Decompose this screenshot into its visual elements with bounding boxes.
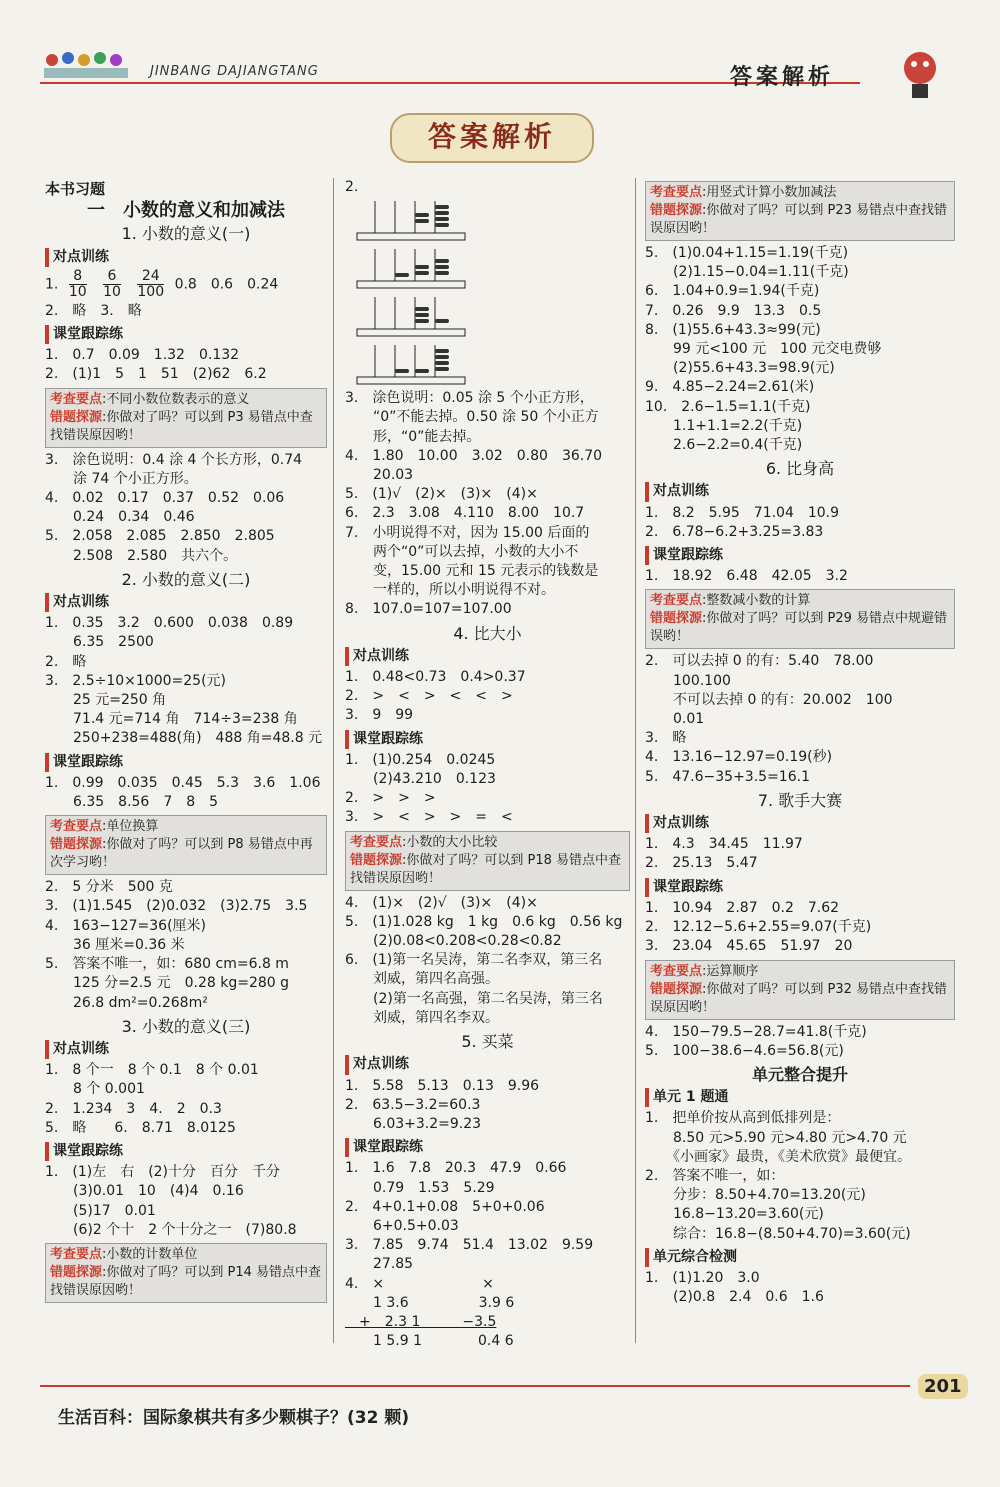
answer-line: 1.1+1.1=2.2(千克) bbox=[645, 417, 803, 434]
answer-line: 1. (1)1.20 3.0 bbox=[645, 1269, 760, 1286]
answer-line: 1. 4.3 34.45 11.97 bbox=[645, 836, 803, 853]
answer-line: 2. 6.78−6.2+3.25=3.83 bbox=[645, 523, 824, 540]
answer-line: 1. 5.58 5.13 0.13 9.96 bbox=[345, 1077, 540, 1094]
answer-line: 36 厘米=0.36 米 bbox=[45, 936, 185, 953]
answer-line: 250+238=488(角) 488 角=48.8 元 bbox=[45, 730, 323, 747]
cartoon-mascot-icon bbox=[890, 44, 950, 102]
answer-line: 1. 1.6 7.8 20.3 47.9 0.66 bbox=[345, 1160, 567, 1177]
answer-line: 25 元=250 角 bbox=[45, 692, 167, 709]
answer-line: 3. > < > > = < bbox=[345, 809, 513, 826]
answer-line: 1. 0.7 0.09 1.32 0.132 bbox=[45, 347, 240, 364]
tip-box: 考查要点:单位换算 错题探源:你做对了吗？可以到 P8 易错点中再次学习哟！ bbox=[45, 815, 327, 875]
answer-line: 两个“0”可以去掉，小数的大小不 bbox=[345, 543, 579, 560]
practice-tag: 对点训练 bbox=[645, 482, 955, 501]
answer-line: 刘威，第四名李双。 bbox=[345, 1009, 499, 1026]
answer-line: 1. (1)0.254 0.0245 bbox=[345, 751, 496, 768]
abacus-icon bbox=[355, 247, 467, 289]
answer-line: 分步：8.50+4.70=13.20(元) bbox=[645, 1187, 866, 1204]
answer-line: 2. bbox=[345, 179, 359, 195]
answer-line: 6. 1.04+0.9=1.94(千克) bbox=[645, 283, 820, 300]
practice-tag: 课堂跟踪练 bbox=[645, 878, 955, 897]
answer-line: 刘威，第四名高强。 bbox=[345, 971, 499, 988]
answer-line: 20.03 bbox=[345, 467, 414, 484]
answer-line: 综合：16.8−(8.50+4.70)=3.60(元) bbox=[645, 1225, 911, 1242]
answer-line: 1. 8 个一 8 个 0.1 8 个 0.01 bbox=[45, 1062, 259, 1079]
answer-line: 3. 7.85 9.74 51.4 13.02 9.59 bbox=[345, 1237, 594, 1254]
answer-line: 8. (1)55.6+43.3≈99(元) bbox=[645, 321, 821, 338]
tip-box: 考查要点:整数减小数的计算 错题探源:你做对了吗？可以到 P29 易错点中规避错误哟！ bbox=[645, 589, 955, 649]
answer-line: 5. 2.058 2.085 2.850 2.805 bbox=[45, 528, 275, 545]
answer-column-1 bbox=[45, 178, 327, 1306]
answer-line: 2. 1.234 3 4. 2 0.3 bbox=[45, 1100, 222, 1117]
header-decoration bbox=[40, 44, 136, 82]
practice-tag: 课堂跟踪练 bbox=[645, 546, 955, 565]
answer-line: (6)2 个十 2 个十分之一 (7)80.8 bbox=[45, 1221, 297, 1238]
answer-column-2 bbox=[345, 178, 630, 1351]
answer-line: 1. 10.94 2.87 0.2 7.62 bbox=[645, 899, 840, 916]
answer-line: (2)0.08<0.208<0.28<0.82 bbox=[345, 933, 562, 950]
answer-line: 涂 74 个小正方形。 bbox=[45, 470, 198, 487]
answer-line: 71.4 元=714 角 714÷3=238 角 bbox=[45, 711, 298, 728]
answer-line: 99 元<100 元 100 元交电费够 bbox=[645, 341, 882, 358]
answer-line: 3. 23.04 45.65 51.97 20 bbox=[645, 938, 853, 955]
answer-column-3 bbox=[645, 178, 955, 1307]
answer-line: 8 个 0.001 bbox=[45, 1081, 145, 1098]
page-title: 答案解析 bbox=[390, 113, 594, 163]
answer-line: 3. 2.5÷10×1000=25(元) bbox=[45, 672, 226, 689]
answer-line: (5)17 0.01 bbox=[45, 1202, 156, 1219]
answer-line: 2. 63.5−3.2=60.3 bbox=[345, 1096, 481, 1113]
abacus-icon bbox=[355, 199, 467, 241]
answer-line: 4. 0.02 0.17 0.37 0.52 0.06 bbox=[45, 490, 285, 507]
answer-line: 形，“0”能去掉。 bbox=[345, 428, 481, 445]
fraction-answer: 1. $\frac{8}{10}$ $\frac{6}{10}$ $\frac{24}{100} 0.8$ 0.6 0.24 bbox=[45, 267, 279, 300]
lesson-title: 2. 小数的意义(二) bbox=[121, 569, 251, 589]
vertical-calc-line: 1 5.9 1 0.4 6 bbox=[345, 1333, 514, 1350]
practice-tag: 对点训练 bbox=[45, 1040, 327, 1059]
lesson-title: 6. 比身高 bbox=[765, 459, 835, 479]
answer-line: 2. 4+0.1+0.08 5+0+0.06 bbox=[345, 1198, 545, 1215]
answer-line: 《小画家》最贵，《美术欣赏》最便宜。 bbox=[645, 1148, 911, 1165]
answer-line: 8. 107.0=107=107.00 bbox=[345, 601, 512, 618]
answer-line: 2. 答案不唯一，如： bbox=[645, 1167, 785, 1184]
answer-line: 125 分=2.5 元 0.28 kg=280 g bbox=[45, 975, 290, 992]
answer-line: 1. 0.99 0.035 0.45 5.3 3.6 1.06 bbox=[45, 774, 321, 791]
answer-line: 变，15.00 元和 15 元表示的钱数是 bbox=[345, 563, 599, 580]
practice-tag: 单元综合检测 bbox=[645, 1248, 955, 1267]
practice-tag: 对点训练 bbox=[45, 248, 327, 267]
answer-line: (2)43.210 0.123 bbox=[345, 771, 496, 788]
answer-line: 1. 0.35 3.2 0.600 0.038 0.89 bbox=[45, 615, 294, 632]
answer-line: 3. (1)1.545 (2)0.032 (3)2.75 3.5 bbox=[45, 898, 308, 915]
tip-box: 考查要点:运算顺序 错题探源:你做对了吗？可以到 P32 易错点中查找错误原因哟！ bbox=[645, 960, 955, 1020]
tip-box: 考查要点:用竖式计算小数加减法 错题探源:你做对了吗？可以到 P23 易错点中查找错误原因哟！ bbox=[645, 181, 955, 241]
answer-line: 100.100 bbox=[645, 672, 731, 689]
answer-line: 6.35 2500 bbox=[45, 634, 154, 651]
answer-line: 2.6−2.2=0.4(千克) bbox=[645, 437, 803, 454]
practice-tag: 课堂跟踪练 bbox=[345, 1138, 630, 1157]
answer-line: 7. 0.26 9.9 13.3 0.5 bbox=[645, 302, 822, 319]
answer-line: 5. (1)0.04+1.15=1.19(千克) bbox=[645, 245, 849, 261]
answer-line: 3. 略 bbox=[645, 730, 687, 747]
lesson-title: 5. 买菜 bbox=[461, 1032, 514, 1052]
practice-tag: 课堂跟踪练 bbox=[345, 730, 630, 749]
answer-line: 1. 18.92 6.48 42.05 3.2 bbox=[645, 568, 848, 585]
lesson-title: 3. 小数的意义(三) bbox=[121, 1016, 251, 1036]
answer-line: 6.35 8.56 7 8 5 bbox=[45, 794, 219, 811]
fraction: $\frac{6}{10}$ bbox=[103, 267, 121, 300]
lesson-title: 4. 比大小 bbox=[453, 623, 522, 643]
vertical-calc-line: + 2.3 1 −3.5 bbox=[345, 1313, 497, 1330]
footer-trivia: 生活百科：国际象棋共有多少颗棋子？(32 颗) bbox=[58, 1408, 410, 1428]
vertical-calc-line: 1 3.6 3.9 6 bbox=[345, 1294, 515, 1311]
page-number: 201 bbox=[918, 1374, 968, 1399]
practice-tag: 课堂跟踪练 bbox=[45, 753, 327, 772]
answer-line: 2. 25.13 5.47 bbox=[645, 855, 758, 872]
answer-line: (2)第一名高强，第二名吴涛，第三名 bbox=[345, 990, 603, 1007]
answer-line: 5. 略 6. 8.71 8.0125 bbox=[45, 1119, 236, 1136]
tip-box: 考查要点:小数的计数单位 错题探源:你做对了吗？可以到 P14 易错点中查找错误原因哟！ bbox=[45, 1243, 327, 1303]
answer-line: 6+0.5+0.03 bbox=[345, 1217, 459, 1234]
brand-text: JINBANG DAJIANGTANG bbox=[150, 64, 319, 79]
section-label: 本书习题 bbox=[45, 180, 106, 198]
answer-line: 4. 1.80 10.00 3.02 0.80 36.70 bbox=[345, 447, 603, 464]
answer-line: 1. 8.2 5.95 71.04 10.9 bbox=[645, 504, 840, 521]
answer-line: 5. 100−38.6−4.6=56.8(元) bbox=[645, 1042, 844, 1059]
answer-line: “0”不能去掉。0.50 涂 50 个小正方 bbox=[345, 409, 599, 426]
answer-line: 4. 163−127=36(厘米) bbox=[45, 917, 206, 934]
header-title: 答案解析 bbox=[730, 65, 835, 90]
answer-line: 2. 5 分米 500 克 bbox=[45, 879, 173, 896]
answer-line: 5. 47.6−35+3.5=16.1 bbox=[645, 768, 810, 785]
practice-tag: 对点训练 bbox=[345, 1055, 630, 1074]
answer-line: 4. (1)× (2)√ (3)× (4)× bbox=[345, 894, 538, 911]
answer-line: (3)0.01 10 (4)4 0.16 bbox=[45, 1183, 244, 1200]
answer-line: 1. 把单价按从高到低排列是： bbox=[645, 1110, 841, 1127]
practice-tag: 对点训练 bbox=[45, 593, 327, 612]
answer-line: 27.85 bbox=[345, 1256, 414, 1273]
column-divider bbox=[635, 178, 636, 1343]
abacus-icon bbox=[355, 295, 467, 337]
answer-line: 2. 可以去掉 0 的有：5.40 78.00 bbox=[645, 653, 874, 670]
answer-line: 1. 0.48<0.73 0.4>0.37 bbox=[345, 669, 526, 686]
answer-line: 5. (1)1.028 kg 1 kg 0.6 kg 0.56 kg bbox=[345, 913, 623, 930]
answer-line: 5. (1)√ (2)× (3)× (4)× bbox=[345, 486, 538, 503]
lesson-title: 1. 小数的意义(一) bbox=[121, 224, 251, 244]
answer-line: 8.50 元>5.90 元>4.80 元>4.70 元 bbox=[645, 1129, 907, 1146]
abacus-figures bbox=[345, 197, 630, 389]
answer-line: 2. > < > < < > bbox=[345, 688, 513, 705]
answer-line: 3. 涂色说明：0.05 涂 5 个小正方形， bbox=[345, 390, 594, 407]
answer-line: 7. 小明说得不对，因为 15.00 后面的 bbox=[345, 524, 590, 541]
column-divider bbox=[333, 178, 334, 1343]
answer-line: 3. 9 99 bbox=[345, 707, 414, 724]
answer-line: 0.79 1.53 5.29 bbox=[345, 1179, 495, 1196]
practice-tag: 对点训练 bbox=[345, 647, 630, 666]
answer-line: (2)1.15−0.04=1.11(千克) bbox=[645, 264, 849, 281]
practice-tag: 对点训练 bbox=[645, 814, 955, 833]
answer-line: 0.24 0.34 0.46 bbox=[45, 509, 195, 526]
answer-line: 4. 13.16−12.97=0.19(秒) bbox=[645, 749, 833, 766]
answer-line: 2. 略 bbox=[45, 653, 87, 670]
answer-line: 2. > > > bbox=[345, 790, 436, 807]
answer-line: 3. 涂色说明：0.4 涂 4 个长方形，0.74 bbox=[45, 451, 303, 468]
practice-tag: 单元 1 题通 bbox=[645, 1088, 955, 1107]
answer-line: 6. 2.3 3.08 4.110 8.00 10.7 bbox=[345, 505, 585, 522]
answer-line: 16.8−13.20=3.60(元) bbox=[645, 1206, 824, 1223]
answer-line: 0.01 bbox=[645, 711, 705, 728]
answer-line: 2. 略 3. 略 bbox=[45, 302, 142, 319]
answer-line: 5. 答案不唯一，如：680 cm=6.8 m bbox=[45, 956, 289, 973]
lesson-title: 7. 歌手大赛 bbox=[757, 790, 843, 810]
answer-line: 4. 150−79.5−28.7=41.8(千克) bbox=[645, 1023, 867, 1040]
vertical-calc-line: 4. × × bbox=[345, 1275, 494, 1292]
answer-line: (2)55.6+43.3=98.9(元) bbox=[645, 360, 835, 377]
answer-line: 10. 2.6−1.5=1.1(千克) bbox=[645, 398, 811, 415]
practice-tag: 课堂跟踪练 bbox=[45, 325, 327, 344]
answer-line: 6. (1)第一名吴涛，第二名李双，第三名 bbox=[345, 952, 603, 969]
children-illustration-icon bbox=[40, 44, 136, 82]
answer-line: 26.8 dm²=0.268m² bbox=[45, 994, 208, 1011]
answer-line: 2.508 2.580 共六个。 bbox=[45, 547, 238, 564]
practice-tag: 课堂跟踪练 bbox=[45, 1142, 327, 1161]
answer-line: 一样的，所以小明说得不对。 bbox=[345, 582, 555, 599]
answer-line: 2. 12.12−5.6+2.55=9.07(千克) bbox=[645, 919, 872, 936]
answer-line: 2. (1)1 5 1 51 (2)62 6.2 bbox=[45, 366, 267, 383]
fraction: $\frac{24}{100}$ bbox=[137, 267, 165, 300]
abacus-icon bbox=[355, 343, 467, 385]
tip-box: 考查要点:小数的大小比较 错题探源:你做对了吗？可以到 P18 易错点中查找错误原因哟！ bbox=[345, 831, 630, 891]
answer-line: 9. 4.85−2.24=2.61(米) bbox=[645, 379, 815, 396]
tip-box: 考查要点:不同小数位数表示的意义 错题探源:你做对了吗？可以到 P3 易错点中查找错误原因哟！ bbox=[45, 388, 327, 448]
answer-line: 不可以去掉 0 的有：20.002 100 bbox=[645, 691, 893, 708]
lesson-title: 单元整合提升 bbox=[751, 1064, 848, 1084]
unit-title: 一 小数的意义和加减法 bbox=[87, 200, 285, 222]
answer-line: 6.03+3.2=9.23 bbox=[345, 1115, 482, 1132]
answer-line: (2)0.8 2.4 0.6 1.6 bbox=[645, 1289, 824, 1306]
footer-rule bbox=[40, 1385, 910, 1387]
answer-line: 1. (1)左 右 (2)十分 百分 千分 bbox=[45, 1164, 281, 1181]
fraction: $\frac{8}{10}$ bbox=[68, 267, 87, 300]
